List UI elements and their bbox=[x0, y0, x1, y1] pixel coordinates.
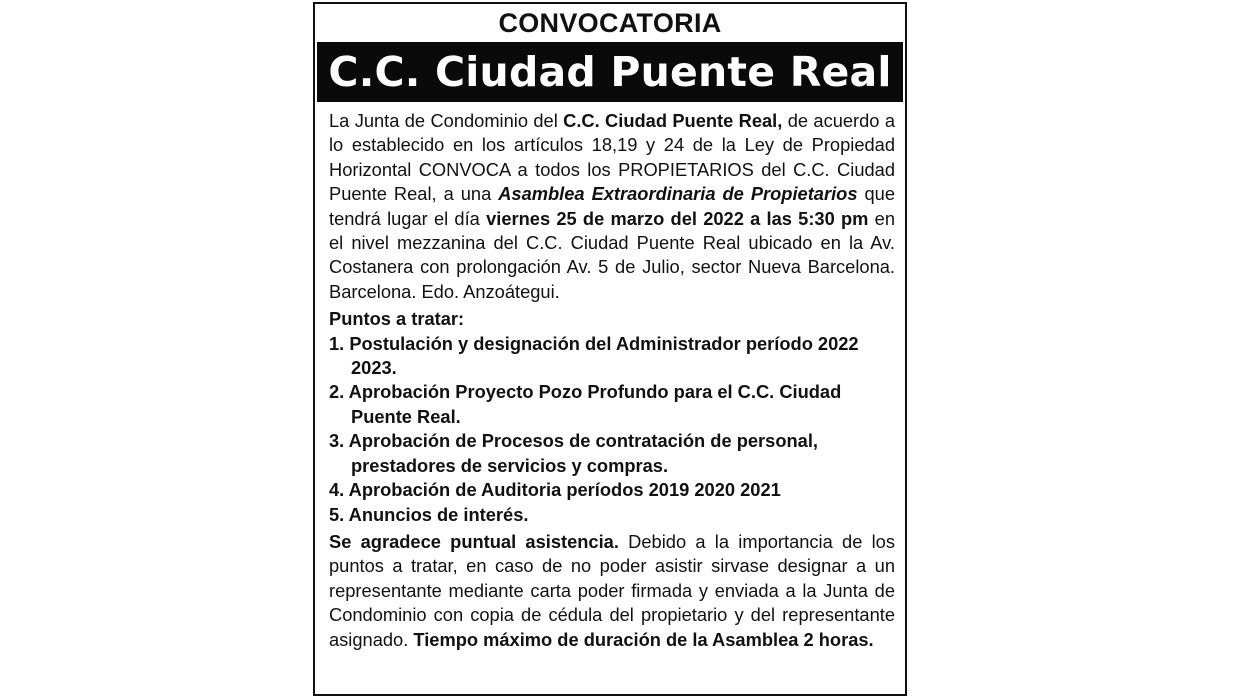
intro-text-1: La Junta de Condominio del bbox=[329, 110, 564, 131]
intro-text-4: en el nivel mezzanina del C.C. Ciudad Puente Real ubicado en la Av. Costanera con prolongación Av. 5 de Julio, sector Nueva Barcelona. Barcelona. Edo. Anzoátegui. bbox=[329, 207, 895, 302]
topic-item-1: 1. Postulación y designación del Administrador período 2022 2023. bbox=[329, 332, 859, 379]
topics-heading: Puntos a tratar: bbox=[329, 308, 465, 330]
notice-title-banner: C.C. Ciudad Puente Real bbox=[317, 42, 903, 102]
intro-text-3: que tendrá lugar el día bbox=[329, 183, 895, 229]
intro-paragraph bbox=[329, 109, 895, 304]
topic-item-5: 5. Anuncios de interés. bbox=[329, 503, 529, 525]
topic-item-3: 3. Aprobación de Procesos de contratación de personal, prestadores de servicios y compras. bbox=[329, 430, 818, 476]
intro-assembly-type: Asamblea Extraordinaria de Propietarios bbox=[498, 183, 858, 205]
topic-item-4: 4. Aprobación de Auditoria períodos 2019 2020 2021 bbox=[329, 479, 781, 501]
closing-bold-lead: Se agradece puntual asistencia. bbox=[329, 530, 619, 552]
intro-date-time: viernes 25 de marzo del 2022 a las 5:30 pm bbox=[486, 207, 869, 229]
notice-body bbox=[329, 109, 895, 652]
topics-list bbox=[329, 332, 895, 527]
closing-text: Debido a la importancia de los puntos a tratar, en caso de no poder asistir sirvase designar a un representante mediante carta poder firmada y enviada a la Junta de Condominio con copia de cédula del propietario y del representante asignado. bbox=[329, 530, 895, 650]
intro-bold-name: C.C. Ciudad Puente Real, bbox=[563, 110, 783, 131]
closing-bold-duration: Tiempo máximo de duración de la Asamblea 2 horas. bbox=[413, 628, 874, 650]
notice-box bbox=[313, 2, 907, 696]
notice-kicker: CONVOCATORIA bbox=[498, 8, 722, 38]
topic-item-2: 2. Aprobación Proyecto Pozo Profundo para el C.C. Ciudad Puente Real. bbox=[329, 381, 842, 427]
intro-text-2: de acuerdo a lo establecido en los artículos 18,19 y 24 de la Ley de Propiedad Horizontal CONVOCA a todos los PROPIETARIOS del C.C. Ciudad Puente Real, a una bbox=[329, 110, 895, 205]
closing-paragraph bbox=[329, 530, 895, 652]
